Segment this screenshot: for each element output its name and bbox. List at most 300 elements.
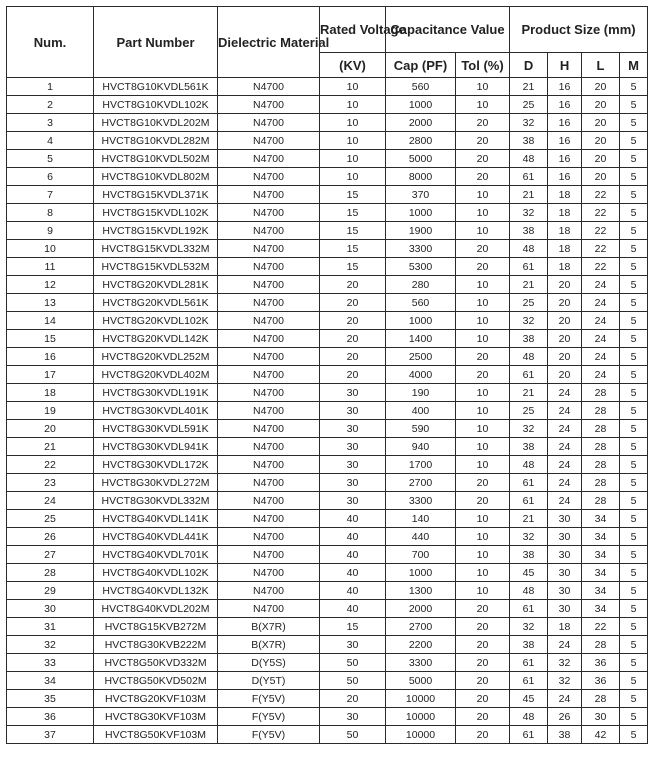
cell-h: 24 — [548, 402, 582, 420]
cell-tol: 10 — [456, 276, 510, 294]
cell-num: 20 — [7, 420, 94, 438]
cell-tol: 10 — [456, 222, 510, 240]
cell-m: 5 — [620, 600, 648, 618]
cell-dielectric: N4700 — [218, 186, 320, 204]
table-row — [7, 474, 648, 492]
cell-cap: 560 — [386, 294, 456, 312]
cell-cap: 2200 — [386, 636, 456, 654]
cell-part-number: HVCT8G40KVDL132K — [94, 582, 218, 600]
cell-num: 7 — [7, 186, 94, 204]
cell-num: 13 — [7, 294, 94, 312]
cell-part-number: HVCT8G10KVDL502M — [94, 150, 218, 168]
header-tol: Tol (%) — [456, 53, 510, 78]
cell-d: 21 — [510, 510, 548, 528]
cell-cap: 1300 — [386, 582, 456, 600]
cell-dielectric: N4700 — [218, 366, 320, 384]
cell-m: 5 — [620, 96, 648, 114]
cell-voltage: 20 — [320, 366, 386, 384]
table-row — [7, 726, 648, 744]
table-row — [7, 582, 648, 600]
header-m: M — [620, 53, 648, 78]
cell-l: 24 — [582, 348, 620, 366]
cell-voltage: 15 — [320, 222, 386, 240]
cell-tol: 20 — [456, 132, 510, 150]
cell-num: 27 — [7, 546, 94, 564]
cell-part-number: HVCT8G50KVD502M — [94, 672, 218, 690]
table-row — [7, 528, 648, 546]
cell-voltage: 20 — [320, 294, 386, 312]
table-row — [7, 96, 648, 114]
cell-part-number: HVCT8G40KVDL441K — [94, 528, 218, 546]
cell-m: 5 — [620, 492, 648, 510]
cell-h: 16 — [548, 168, 582, 186]
cell-cap: 4000 — [386, 366, 456, 384]
cell-d: 21 — [510, 276, 548, 294]
cell-l: 28 — [582, 690, 620, 708]
cell-voltage: 30 — [320, 384, 386, 402]
cell-tol: 20 — [456, 618, 510, 636]
cell-h: 30 — [548, 528, 582, 546]
cell-l: 28 — [582, 456, 620, 474]
cell-cap: 10000 — [386, 690, 456, 708]
cell-part-number: HVCT8G50KVF103M — [94, 726, 218, 744]
cell-voltage: 15 — [320, 186, 386, 204]
cell-dielectric: B(X7R) — [218, 636, 320, 654]
table-row — [7, 456, 648, 474]
cell-part-number: HVCT8G20KVDL561K — [94, 294, 218, 312]
cell-dielectric: N4700 — [218, 114, 320, 132]
cell-part-number: HVCT8G15KVDL332M — [94, 240, 218, 258]
cell-cap: 3300 — [386, 240, 456, 258]
cell-num: 16 — [7, 348, 94, 366]
cell-voltage: 30 — [320, 636, 386, 654]
cell-h: 18 — [548, 222, 582, 240]
cell-tol: 10 — [456, 78, 510, 96]
header-kv: (KV) — [320, 53, 386, 78]
cell-m: 5 — [620, 276, 648, 294]
cell-voltage: 20 — [320, 330, 386, 348]
table-row — [7, 330, 648, 348]
cell-num: 10 — [7, 240, 94, 258]
cell-l: 28 — [582, 402, 620, 420]
cell-voltage: 20 — [320, 312, 386, 330]
cell-cap: 140 — [386, 510, 456, 528]
table-row — [7, 114, 648, 132]
cell-tol: 10 — [456, 204, 510, 222]
cell-h: 20 — [548, 276, 582, 294]
cell-cap: 700 — [386, 546, 456, 564]
cell-voltage: 30 — [320, 474, 386, 492]
cell-cap: 1000 — [386, 312, 456, 330]
cell-d: 61 — [510, 168, 548, 186]
cell-tol: 20 — [456, 600, 510, 618]
cell-num: 8 — [7, 204, 94, 222]
cell-d: 61 — [510, 492, 548, 510]
cell-part-number: HVCT8G10KVDL202M — [94, 114, 218, 132]
cell-h: 30 — [548, 546, 582, 564]
cell-h: 16 — [548, 114, 582, 132]
cell-voltage: 15 — [320, 618, 386, 636]
cell-dielectric: D(Y5T) — [218, 672, 320, 690]
cell-l: 22 — [582, 222, 620, 240]
cell-cap: 2700 — [386, 474, 456, 492]
cell-l: 20 — [582, 132, 620, 150]
cell-d: 48 — [510, 348, 548, 366]
cell-num: 14 — [7, 312, 94, 330]
cell-voltage: 10 — [320, 114, 386, 132]
cell-dielectric: F(Y5V) — [218, 690, 320, 708]
cell-part-number: HVCT8G10KVDL802M — [94, 168, 218, 186]
cell-voltage: 15 — [320, 258, 386, 276]
cell-l: 20 — [582, 150, 620, 168]
cell-m: 5 — [620, 672, 648, 690]
cell-num: 11 — [7, 258, 94, 276]
cell-cap: 3300 — [386, 492, 456, 510]
cell-voltage: 10 — [320, 150, 386, 168]
cell-tol: 20 — [456, 690, 510, 708]
cell-h: 16 — [548, 78, 582, 96]
cell-h: 30 — [548, 564, 582, 582]
cell-h: 20 — [548, 312, 582, 330]
cell-m: 5 — [620, 384, 648, 402]
cell-voltage: 40 — [320, 582, 386, 600]
table-row — [7, 654, 648, 672]
table-row — [7, 492, 648, 510]
cell-part-number: HVCT8G40KVDL202M — [94, 600, 218, 618]
table-row — [7, 438, 648, 456]
cell-d: 25 — [510, 402, 548, 420]
table-row — [7, 222, 648, 240]
cell-l: 22 — [582, 186, 620, 204]
cell-d: 38 — [510, 438, 548, 456]
cell-h: 16 — [548, 96, 582, 114]
cell-tol: 10 — [456, 402, 510, 420]
cell-cap: 560 — [386, 78, 456, 96]
cell-dielectric: N4700 — [218, 330, 320, 348]
cell-tol: 20 — [456, 150, 510, 168]
cell-m: 5 — [620, 132, 648, 150]
cell-d: 38 — [510, 222, 548, 240]
cell-num: 9 — [7, 222, 94, 240]
cell-tol: 10 — [456, 546, 510, 564]
cell-h: 24 — [548, 492, 582, 510]
cell-m: 5 — [620, 294, 648, 312]
cell-num: 2 — [7, 96, 94, 114]
cell-h: 24 — [548, 420, 582, 438]
cell-dielectric: N4700 — [218, 240, 320, 258]
cell-l: 34 — [582, 528, 620, 546]
cell-dielectric: F(Y5V) — [218, 708, 320, 726]
header-capacitance-value: Capacitance Value — [386, 7, 510, 53]
cell-cap: 1700 — [386, 456, 456, 474]
cell-num: 29 — [7, 582, 94, 600]
cell-tol: 20 — [456, 348, 510, 366]
table-row — [7, 600, 648, 618]
cell-d: 61 — [510, 474, 548, 492]
cell-part-number: HVCT8G15KVDL192K — [94, 222, 218, 240]
cell-cap: 2700 — [386, 618, 456, 636]
table-row — [7, 672, 648, 690]
cell-l: 20 — [582, 96, 620, 114]
cell-cap: 940 — [386, 438, 456, 456]
cell-dielectric: N4700 — [218, 168, 320, 186]
cell-num: 33 — [7, 654, 94, 672]
cell-h: 32 — [548, 654, 582, 672]
cell-m: 5 — [620, 510, 648, 528]
cell-num: 35 — [7, 690, 94, 708]
cell-voltage: 10 — [320, 168, 386, 186]
cell-m: 5 — [620, 690, 648, 708]
cell-cap: 10000 — [386, 708, 456, 726]
cell-cap: 2800 — [386, 132, 456, 150]
cell-dielectric: N4700 — [218, 420, 320, 438]
table-row — [7, 546, 648, 564]
cell-m: 5 — [620, 438, 648, 456]
cell-part-number: HVCT8G20KVDL281K — [94, 276, 218, 294]
cell-m: 5 — [620, 474, 648, 492]
cell-m: 5 — [620, 240, 648, 258]
cell-part-number: HVCT8G15KVDL532M — [94, 258, 218, 276]
cell-cap: 440 — [386, 528, 456, 546]
cell-cap: 8000 — [386, 168, 456, 186]
cell-m: 5 — [620, 528, 648, 546]
cell-part-number: HVCT8G20KVDL402M — [94, 366, 218, 384]
cell-tol: 10 — [456, 186, 510, 204]
cell-part-number: HVCT8G30KVDL401K — [94, 402, 218, 420]
cell-cap: 5000 — [386, 672, 456, 690]
cell-part-number: HVCT8G30KVDL941K — [94, 438, 218, 456]
header-cap: Cap (PF) — [386, 53, 456, 78]
cell-tol: 20 — [456, 726, 510, 744]
cell-d: 61 — [510, 600, 548, 618]
cell-h: 30 — [548, 510, 582, 528]
cell-h: 30 — [548, 600, 582, 618]
cell-l: 34 — [582, 582, 620, 600]
cell-cap: 2000 — [386, 600, 456, 618]
cell-m: 5 — [620, 726, 648, 744]
cell-dielectric: N4700 — [218, 258, 320, 276]
table-row — [7, 636, 648, 654]
cell-m: 5 — [620, 456, 648, 474]
cell-tol: 20 — [456, 240, 510, 258]
cell-num: 24 — [7, 492, 94, 510]
table-row — [7, 312, 648, 330]
cell-num: 21 — [7, 438, 94, 456]
cell-h: 20 — [548, 366, 582, 384]
cell-num: 26 — [7, 528, 94, 546]
cell-num: 4 — [7, 132, 94, 150]
cell-d: 48 — [510, 708, 548, 726]
cell-tol: 10 — [456, 582, 510, 600]
cell-part-number: HVCT8G30KVDL332M — [94, 492, 218, 510]
header-rated-voltage: Rated Voltage — [320, 7, 386, 53]
cell-voltage: 30 — [320, 420, 386, 438]
cell-part-number: HVCT8G20KVF103M — [94, 690, 218, 708]
cell-voltage: 40 — [320, 564, 386, 582]
cell-h: 18 — [548, 204, 582, 222]
cell-m: 5 — [620, 168, 648, 186]
header-part-number: Part Number — [94, 7, 218, 78]
cell-tol: 20 — [456, 114, 510, 132]
cell-l: 22 — [582, 204, 620, 222]
cell-part-number: HVCT8G40KVDL701K — [94, 546, 218, 564]
cell-tol: 10 — [456, 510, 510, 528]
cell-l: 28 — [582, 420, 620, 438]
cell-h: 18 — [548, 618, 582, 636]
cell-cap: 400 — [386, 402, 456, 420]
cell-tol: 20 — [456, 492, 510, 510]
cell-dielectric: N4700 — [218, 276, 320, 294]
cell-dielectric: N4700 — [218, 528, 320, 546]
cell-voltage: 20 — [320, 276, 386, 294]
table-row — [7, 384, 648, 402]
cell-dielectric: N4700 — [218, 492, 320, 510]
cell-d: 21 — [510, 186, 548, 204]
cell-h: 24 — [548, 438, 582, 456]
cell-voltage: 40 — [320, 510, 386, 528]
cell-h: 16 — [548, 150, 582, 168]
cell-m: 5 — [620, 114, 648, 132]
header-product-size: Product Size (mm) — [510, 7, 648, 53]
cell-h: 16 — [548, 132, 582, 150]
cell-voltage: 50 — [320, 672, 386, 690]
cell-dielectric: F(Y5V) — [218, 726, 320, 744]
table-row — [7, 708, 648, 726]
cell-l: 28 — [582, 492, 620, 510]
cell-l: 28 — [582, 636, 620, 654]
capacitor-spec-table — [6, 6, 648, 744]
cell-l: 34 — [582, 546, 620, 564]
cell-h: 24 — [548, 636, 582, 654]
cell-d: 21 — [510, 384, 548, 402]
cell-dielectric: N4700 — [218, 402, 320, 420]
cell-h: 24 — [548, 690, 582, 708]
header-dielectric-material: Dielectric Material — [218, 7, 320, 78]
cell-dielectric: N4700 — [218, 204, 320, 222]
cell-voltage: 30 — [320, 438, 386, 456]
table-row — [7, 240, 648, 258]
cell-d: 48 — [510, 582, 548, 600]
cell-voltage: 10 — [320, 96, 386, 114]
cell-cap: 280 — [386, 276, 456, 294]
cell-part-number: HVCT8G10KVDL561K — [94, 78, 218, 96]
cell-h: 24 — [548, 384, 582, 402]
cell-tol: 20 — [456, 474, 510, 492]
cell-l: 28 — [582, 384, 620, 402]
cell-part-number: HVCT8G30KVF103M — [94, 708, 218, 726]
cell-part-number: HVCT8G30KVDL272M — [94, 474, 218, 492]
cell-voltage: 40 — [320, 546, 386, 564]
cell-dielectric: N4700 — [218, 438, 320, 456]
cell-h: 38 — [548, 726, 582, 744]
cell-d: 61 — [510, 258, 548, 276]
cell-d: 25 — [510, 96, 548, 114]
cell-d: 48 — [510, 456, 548, 474]
cell-num: 30 — [7, 600, 94, 618]
cell-l: 28 — [582, 474, 620, 492]
cell-tol: 10 — [456, 456, 510, 474]
cell-cap: 2000 — [386, 114, 456, 132]
cell-m: 5 — [620, 636, 648, 654]
cell-m: 5 — [620, 78, 648, 96]
cell-num: 5 — [7, 150, 94, 168]
cell-tol: 20 — [456, 258, 510, 276]
cell-cap: 5000 — [386, 150, 456, 168]
cell-d: 21 — [510, 78, 548, 96]
table-row — [7, 78, 648, 96]
cell-cap: 590 — [386, 420, 456, 438]
cell-tol: 10 — [456, 330, 510, 348]
cell-dielectric: D(Y5S) — [218, 654, 320, 672]
cell-h: 20 — [548, 348, 582, 366]
cell-part-number: HVCT8G15KVDL371K — [94, 186, 218, 204]
cell-dielectric: N4700 — [218, 564, 320, 582]
header-d: D — [510, 53, 548, 78]
cell-part-number: HVCT8G30KVDL591K — [94, 420, 218, 438]
cell-m: 5 — [620, 330, 648, 348]
cell-voltage: 10 — [320, 132, 386, 150]
cell-tol: 10 — [456, 384, 510, 402]
table-row — [7, 564, 648, 582]
cell-num: 23 — [7, 474, 94, 492]
cell-part-number: HVCT8G20KVDL252M — [94, 348, 218, 366]
cell-d: 38 — [510, 132, 548, 150]
cell-dielectric: N4700 — [218, 78, 320, 96]
cell-d: 61 — [510, 672, 548, 690]
cell-num: 18 — [7, 384, 94, 402]
cell-part-number: HVCT8G15KVDL102K — [94, 204, 218, 222]
cell-num: 31 — [7, 618, 94, 636]
cell-h: 20 — [548, 294, 582, 312]
cell-voltage: 30 — [320, 492, 386, 510]
cell-h: 18 — [548, 258, 582, 276]
cell-dielectric: N4700 — [218, 474, 320, 492]
cell-voltage: 15 — [320, 240, 386, 258]
cell-cap: 5300 — [386, 258, 456, 276]
cell-m: 5 — [620, 708, 648, 726]
cell-l: 30 — [582, 708, 620, 726]
cell-tol: 20 — [456, 654, 510, 672]
cell-m: 5 — [620, 582, 648, 600]
cell-part-number: HVCT8G30KVDL172K — [94, 456, 218, 474]
cell-tol: 20 — [456, 366, 510, 384]
cell-part-number: HVCT8G10KVDL102K — [94, 96, 218, 114]
cell-num: 1 — [7, 78, 94, 96]
cell-h: 18 — [548, 186, 582, 204]
table-row — [7, 402, 648, 420]
table-row — [7, 276, 648, 294]
table-row — [7, 510, 648, 528]
cell-tol: 10 — [456, 312, 510, 330]
cell-m: 5 — [620, 564, 648, 582]
cell-m: 5 — [620, 222, 648, 240]
cell-m: 5 — [620, 402, 648, 420]
cell-dielectric: N4700 — [218, 456, 320, 474]
cell-d: 32 — [510, 312, 548, 330]
cell-m: 5 — [620, 186, 648, 204]
table-row — [7, 366, 648, 384]
cell-voltage: 30 — [320, 402, 386, 420]
header-l: L — [582, 53, 620, 78]
cell-l: 42 — [582, 726, 620, 744]
header-h: H — [548, 53, 582, 78]
cell-l: 36 — [582, 654, 620, 672]
cell-cap: 1900 — [386, 222, 456, 240]
cell-h: 18 — [548, 240, 582, 258]
cell-l: 34 — [582, 600, 620, 618]
cell-l: 22 — [582, 258, 620, 276]
cell-tol: 10 — [456, 420, 510, 438]
